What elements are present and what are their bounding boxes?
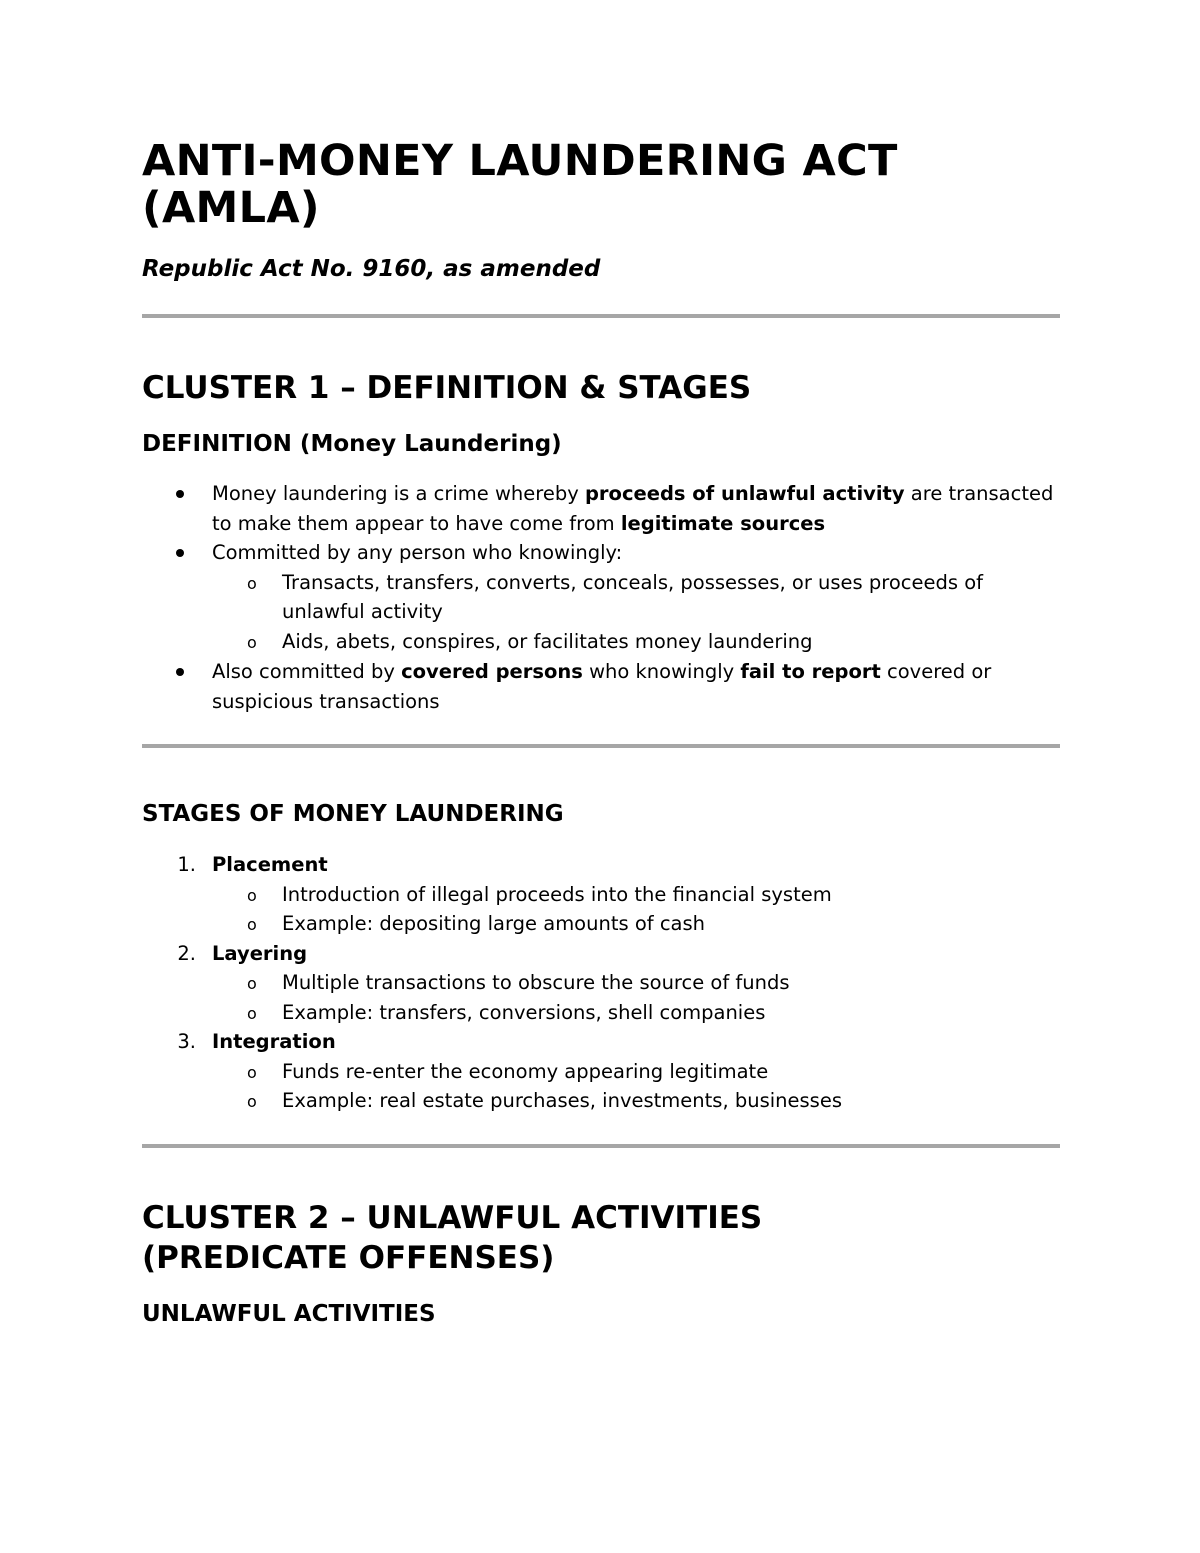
document-subtitle: Republic Act No. 9160, as amended: [142, 256, 601, 282]
list-number: 3.: [177, 1030, 196, 1053]
list-number: 1.: [177, 853, 196, 876]
cluster-1-heading: CLUSTER 1 – DEFINITION & STAGES: [142, 370, 752, 406]
bold-text: fail to report: [740, 660, 881, 683]
circle-bullet-icon: o: [247, 1062, 257, 1082]
sub-list-item: [142, 968, 1060, 998]
divider: [142, 1144, 1060, 1148]
sub-list-item: [142, 880, 1060, 910]
bullet-icon: [176, 490, 184, 498]
document-page: [142, 138, 1060, 1330]
sub-list-item: [142, 1057, 1060, 1087]
bullet-icon: [176, 549, 184, 557]
text-run: Also committed by: [212, 660, 402, 683]
sub-list-item: [142, 568, 1060, 627]
circle-bullet-icon: o: [247, 1003, 257, 1023]
unlawful-activities-heading: UNLAWFUL ACTIVITIES: [142, 1300, 436, 1327]
circle-bullet-icon: o: [247, 915, 257, 934]
text-run: Transacts, transfers, converts, conceals, possesses, or uses proceeds of unlawful activity: [282, 570, 984, 623]
bullet-icon: [176, 668, 184, 676]
divider: [142, 314, 1060, 318]
title-line-2: (AMLA): [142, 183, 320, 233]
bold-text: legitimate sources: [620, 511, 826, 535]
document-title: [142, 138, 1060, 232]
text-run: Example: real estate purchases, investments, businesses: [282, 1089, 842, 1112]
text-run: Example: transfers, conversions, shell companies: [282, 1000, 766, 1024]
circle-bullet-icon: o: [247, 885, 257, 905]
text-run: Introduction of illegal proceeds into the financial system: [282, 882, 832, 906]
text-run: Committed by any person who knowingly:: [212, 541, 623, 564]
stage-title: Layering: [212, 941, 308, 965]
circle-bullet-icon: o: [247, 1092, 257, 1111]
text-run: Aids, abets, conspires, or facilitates money laundering: [282, 629, 813, 653]
circle-bullet-icon: o: [247, 573, 257, 593]
bold-text: proceeds of unlawful activity: [584, 482, 905, 505]
stages-list: [142, 850, 1060, 1116]
sub-list-item: [142, 998, 1060, 1028]
bold-text: covered persons: [401, 660, 583, 683]
list-item: [142, 538, 1060, 568]
title-line-1: ANTI-MONEY LAUNDERING ACT: [142, 136, 898, 186]
sub-list-item: [142, 1086, 1060, 1116]
text-run: Money laundering is a crime whereby: [212, 482, 585, 505]
stages-heading: STAGES OF MONEY LAUNDERING: [142, 801, 564, 827]
circle-bullet-icon: o: [247, 974, 257, 993]
stage-title: Placement: [212, 853, 328, 876]
circle-bullet-icon: o: [247, 632, 257, 652]
text-run: are transacted to make them appear to have come from: [212, 482, 1054, 535]
text-run: Example: depositing large amounts of cash: [282, 912, 706, 935]
text-run: Multiple transactions to obscure the source of funds: [282, 971, 790, 994]
divider: [142, 744, 1060, 748]
list-item: [142, 657, 1060, 716]
sub-list-item: [142, 909, 1060, 939]
text-run: Funds re-enter the economy appearing legitimate: [282, 1059, 769, 1083]
list-item: [142, 850, 1060, 880]
list-item: [142, 479, 1060, 538]
list-number: 2.: [177, 941, 196, 965]
list-item: [142, 939, 1060, 969]
heading-line-2: (PREDICATE OFFENSES): [142, 1239, 555, 1276]
sub-list-item: [142, 627, 1060, 657]
heading-line-1: CLUSTER 2 – UNLAWFUL ACTIVITIES: [142, 1199, 763, 1236]
cluster-2-heading: [142, 1198, 1060, 1278]
text-run: who knowingly: [582, 660, 741, 683]
stage-title: Integration: [212, 1030, 336, 1053]
definition-heading: DEFINITION (Money Laundering): [142, 431, 562, 457]
text-run: covered or suspicious transactions: [212, 660, 992, 713]
definition-list: [142, 479, 1060, 716]
list-item: [142, 1027, 1060, 1057]
